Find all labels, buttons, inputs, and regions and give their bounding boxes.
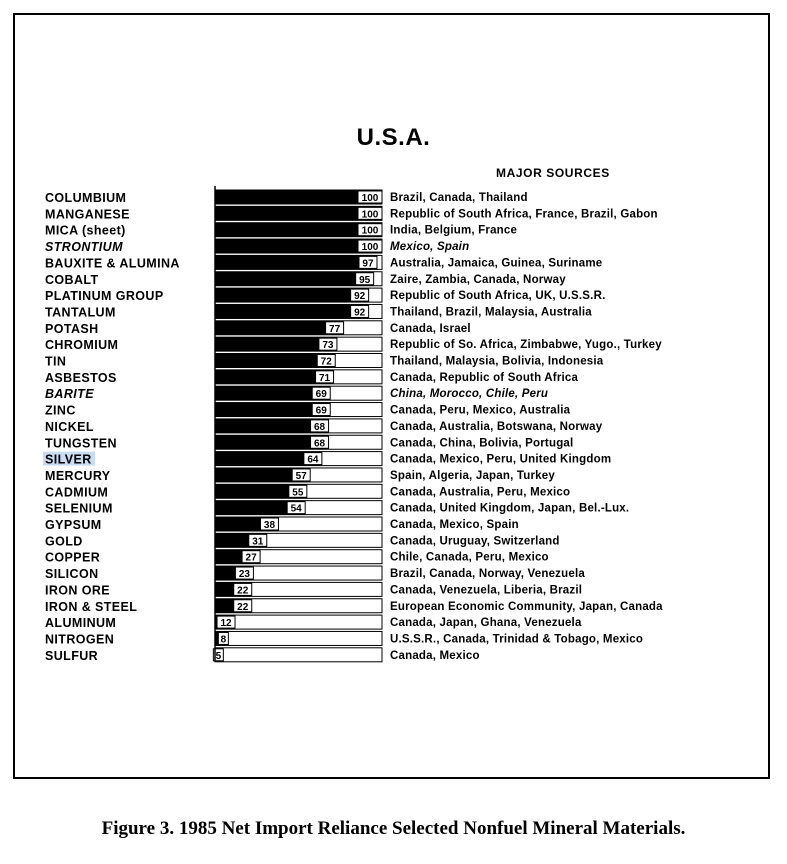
- category-label-strontium: STRONTIUM: [45, 240, 123, 255]
- category-label-cadmium: CADMIUM: [45, 485, 109, 500]
- sources-header: MAJOR SOURCES: [496, 166, 610, 180]
- category-label-bauxite-alumina: BAUXITE & ALUMINA: [45, 256, 180, 271]
- sources-asbestos: Canada, Republic of South Africa: [390, 371, 579, 384]
- figure-caption: Figure 3. 1985 Net Import Reliance Selected Nonfuel Mineral Materials.: [101, 818, 686, 839]
- sources-selenium: Canada, United Kingdom, Japan, Bel.-Lux.: [390, 502, 630, 515]
- sources-nitrogen: U.S.S.R., Canada, Trinidad & Tobago, Mexico: [390, 633, 644, 646]
- value-label-asbestos: 71: [319, 372, 331, 384]
- sources-chromium: Republic of So. Africa, Zimbabwe, Yugo., Turkey: [390, 339, 662, 352]
- category-label-zinc: ZINC: [45, 403, 76, 418]
- value-label-mercury: 57: [295, 470, 307, 482]
- category-label-iron-ore: IRON ORE: [45, 583, 111, 598]
- sources-nickel: Canada, Australia, Botswana, Norway: [390, 420, 603, 433]
- category-label-tungsten: TUNGSTEN: [45, 436, 117, 451]
- category-label-barite: BARITE: [45, 387, 94, 402]
- category-label-mica-sheet: MICA (sheet): [45, 223, 126, 238]
- bar-columbium: [215, 190, 382, 204]
- value-label-chromium: 73: [322, 340, 334, 352]
- sources-silicon: Brazil, Canada, Norway, Venezuela: [390, 568, 585, 581]
- sources-iron-ore: Canada, Venezuela, Liberia, Brazil: [390, 584, 583, 597]
- bar-outline-nitrogen: [215, 631, 382, 645]
- category-label-silicon: SILICON: [45, 567, 99, 582]
- value-label-silver: 64: [307, 454, 319, 466]
- value-label-barite: 69: [315, 389, 327, 401]
- sources-aluminum: Canada, Japan, Ghana, Venezuela: [390, 617, 582, 630]
- sources-cadmium: Canada, Australia, Peru, Mexico: [390, 486, 571, 499]
- value-label-copper: 27: [245, 552, 257, 564]
- sources-zinc: Canada, Peru, Mexico, Australia: [390, 404, 571, 417]
- sources-platinum-group: Republic of South Africa, UK, U.S.S.R.: [390, 290, 606, 303]
- category-label-cobalt: COBALT: [45, 272, 99, 287]
- bar-tantalum: [215, 304, 369, 318]
- sources-potash: Canada, Israel: [390, 322, 471, 335]
- category-label-tin: TIN: [45, 354, 67, 369]
- value-label-bauxite-alumina: 97: [362, 258, 374, 270]
- value-label-tungsten: 68: [313, 438, 326, 450]
- value-label-platinum-group: 92: [354, 291, 366, 303]
- value-label-silicon: 23: [238, 569, 250, 581]
- bar-manganese: [215, 206, 382, 220]
- value-label-cadmium: 55: [292, 487, 304, 499]
- bar-strontium: [215, 239, 382, 253]
- sources-manganese: Republic of South Africa, France, Brazil, Gabon: [390, 208, 658, 221]
- category-label-selenium: SELENIUM: [45, 501, 113, 516]
- value-label-iron-steel: 22: [237, 601, 249, 613]
- bar-platinum-group: [215, 288, 369, 302]
- value-label-potash: 77: [329, 323, 341, 335]
- value-label-tin: 72: [320, 356, 332, 368]
- sources-cobalt: Zaire, Zambia, Canada, Norway: [390, 273, 566, 286]
- category-label-sulfur: SULFUR: [45, 648, 99, 663]
- sources-columbium: Brazil, Canada, Thailand: [390, 192, 528, 204]
- value-label-aluminum: 12: [220, 618, 232, 630]
- category-label-mercury: MERCURY: [45, 468, 111, 483]
- value-label-manganese: 100: [361, 209, 379, 221]
- bar-outline-sulfur: [215, 648, 382, 662]
- sources-silver: Canada, Mexico, Peru, United Kingdom: [390, 453, 612, 466]
- bar-mica-sheet: [215, 223, 382, 237]
- sources-gypsum: Canada, Mexico, Spain: [390, 519, 519, 531]
- category-label-asbestos: ASBESTOS: [45, 370, 117, 385]
- chart-title: U.S.A.: [356, 124, 431, 151]
- sources-iron-steel: European Economic Community, Japan, Canada: [390, 600, 663, 613]
- value-label-mica-sheet: 100: [361, 225, 379, 237]
- value-label-gold: 31: [252, 536, 264, 548]
- bar-potash: [215, 321, 344, 335]
- sources-sulfur: Canada, Mexico: [390, 649, 480, 662]
- category-label-platinum-group: PLATINUM GROUP: [45, 289, 164, 304]
- category-label-copper: COPPER: [45, 550, 101, 565]
- value-label-strontium: 100: [361, 242, 379, 254]
- bar-bauxite-alumina: [215, 255, 377, 269]
- category-label-gold: GOLD: [45, 534, 83, 549]
- value-label-gypsum: 38: [263, 520, 276, 531]
- category-label-manganese: MANGANESE: [45, 207, 130, 222]
- value-label-tantalum: 92: [354, 307, 366, 319]
- sources-strontium: Mexico, Spain: [390, 241, 470, 254]
- value-label-selenium: 54: [290, 503, 302, 515]
- value-label-sulfur: 5: [215, 650, 222, 662]
- sources-copper: Chile, Canada, Peru, Mexico: [390, 551, 549, 564]
- category-label-potash: POTASH: [45, 321, 99, 336]
- sources-mica-sheet: India, Belgium, France: [390, 224, 518, 237]
- sources-barite: China, Morocco, Chile, Peru: [390, 388, 549, 401]
- sources-tungsten: Canada, China, Bolivia, Portugal: [390, 437, 574, 450]
- category-label-columbium: COLUMBIUM: [45, 191, 127, 205]
- category-label-gypsum: GYPSUM: [45, 518, 102, 532]
- value-label-columbium: 100: [361, 193, 379, 204]
- category-label-silver: SILVER: [45, 452, 92, 467]
- sources-tantalum: Thailand, Brazil, Malaysia, Australia: [390, 306, 592, 319]
- value-label-nitrogen: 8: [220, 634, 227, 646]
- category-label-iron-steel: IRON & STEEL: [45, 599, 138, 614]
- bar-outline-aluminum: [215, 615, 382, 629]
- bar-cobalt: [215, 272, 374, 286]
- category-label-nickel: NICKEL: [45, 419, 94, 434]
- sources-gold: Canada, Uruguay, Switzerland: [390, 535, 560, 548]
- category-label-tantalum: TANTALUM: [45, 305, 116, 320]
- value-label-nickel: 68: [313, 421, 326, 433]
- value-label-iron-ore: 22: [237, 585, 249, 597]
- value-label-zinc: 69: [315, 405, 327, 417]
- category-label-nitrogen: NITROGEN: [45, 632, 115, 647]
- sources-tin: Thailand, Malaysia, Bolivia, Indonesia: [390, 355, 604, 368]
- category-label-aluminum: ALUMINUM: [45, 616, 117, 631]
- sources-mercury: Spain, Algeria, Japan, Turkey: [390, 469, 555, 482]
- sources-bauxite-alumina: Australia, Jamaica, Guinea, Suriname: [390, 257, 603, 270]
- value-label-cobalt: 95: [359, 274, 371, 286]
- category-label-chromium: CHROMIUM: [45, 338, 119, 353]
